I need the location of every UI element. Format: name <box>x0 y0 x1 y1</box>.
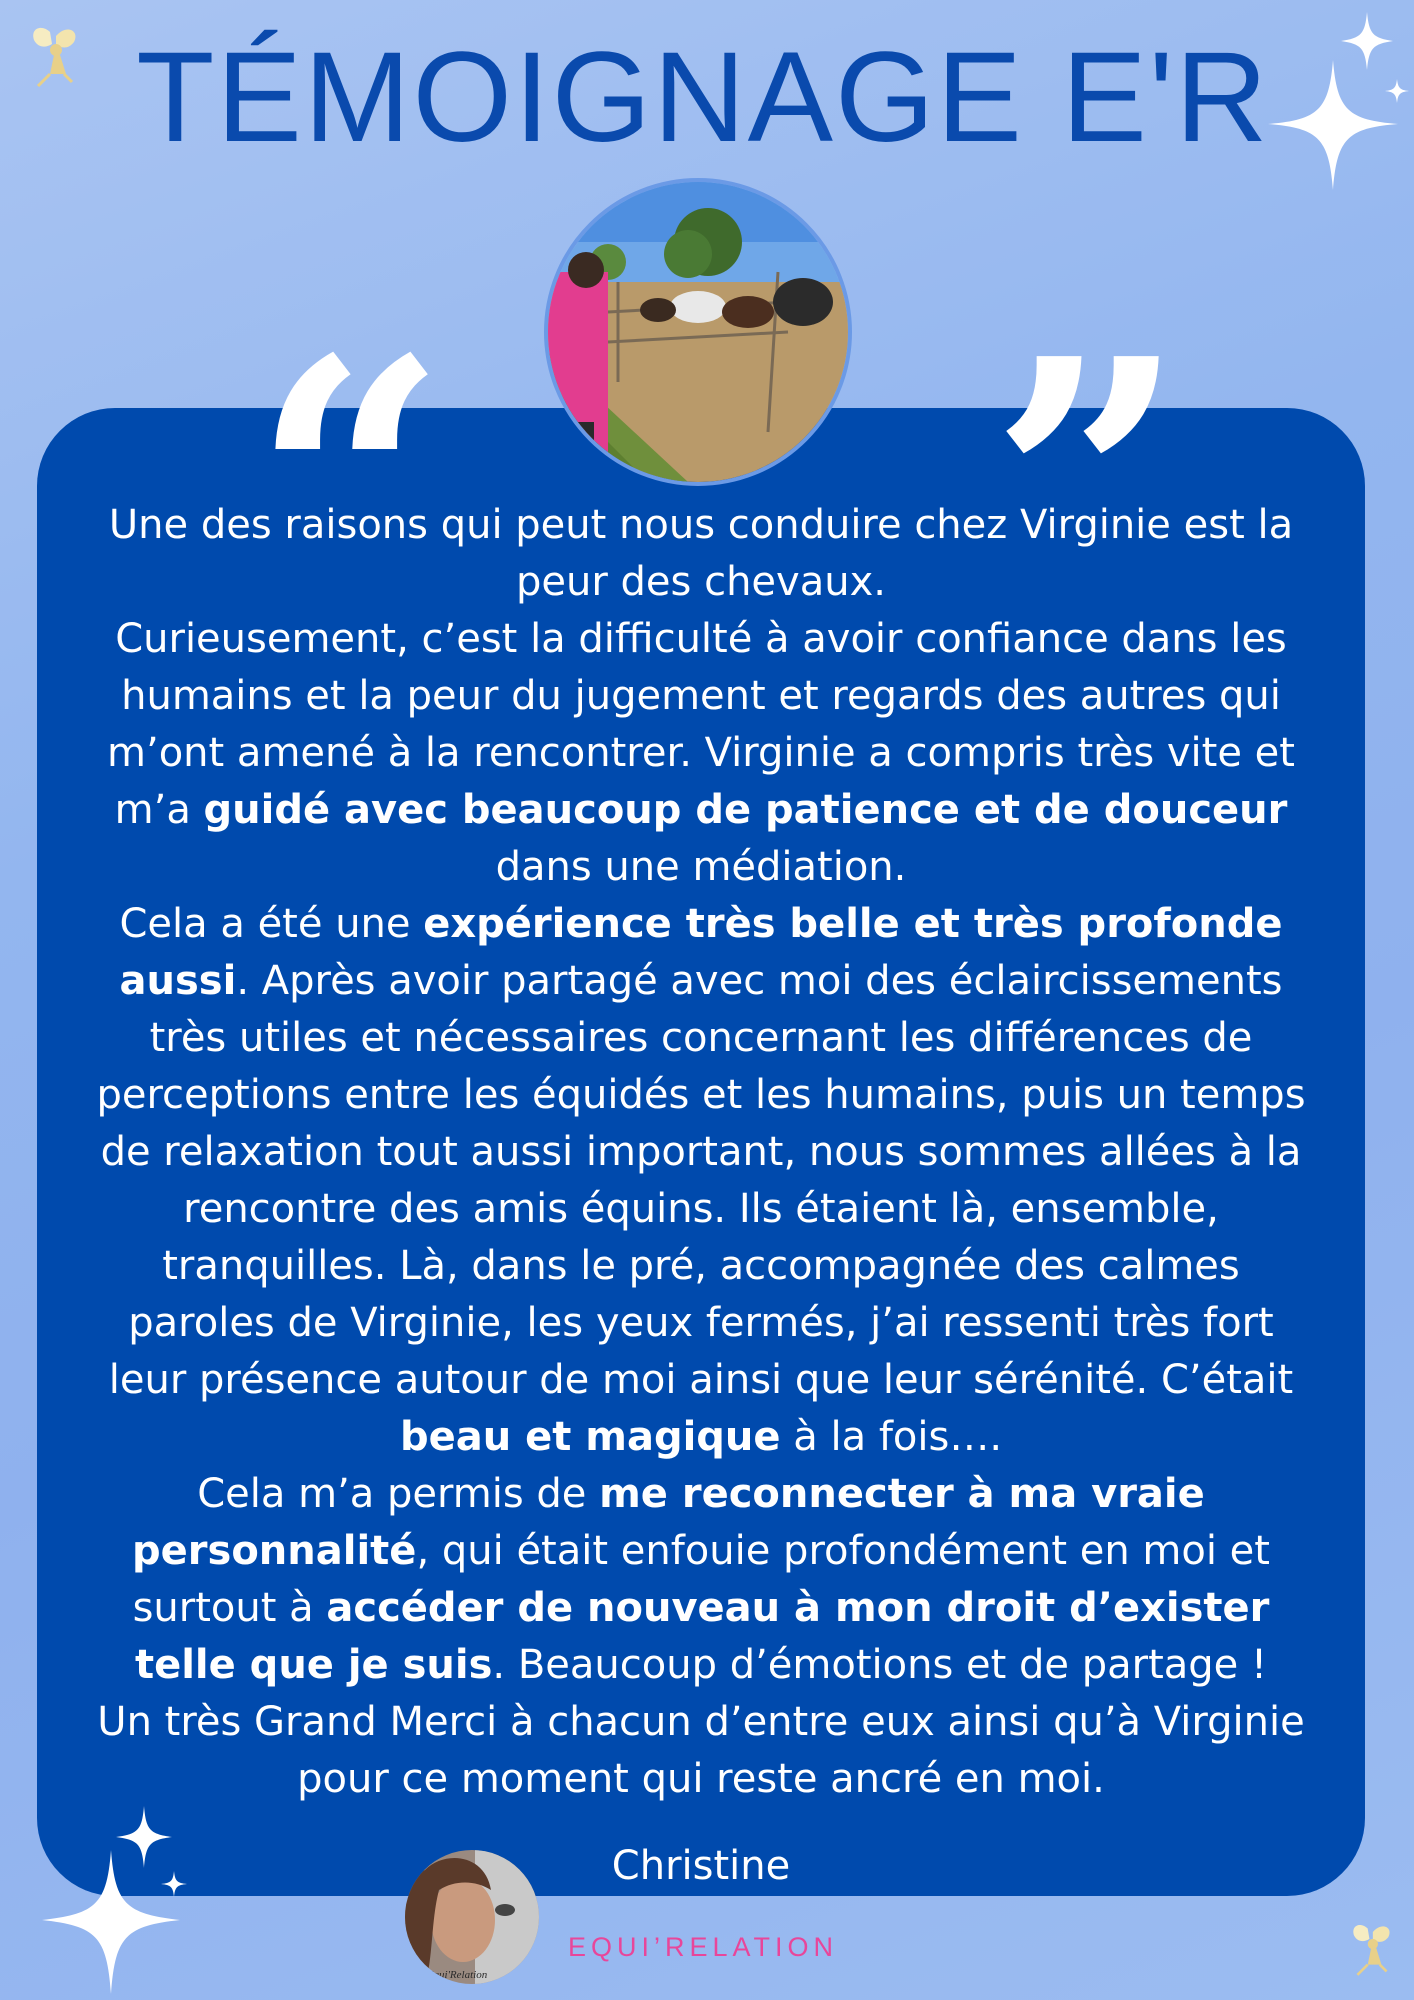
testimonial-photo <box>544 178 852 486</box>
text-segment: à la fois…. <box>780 1414 1003 1460</box>
opening-quote-mark <box>252 316 448 476</box>
fairy-icon <box>1342 1918 1402 1982</box>
sparkle-icon <box>112 1802 176 1872</box>
avatar-caption: Equi'Relation <box>426 1969 488 1981</box>
fairy-icon <box>20 22 90 92</box>
signature-name: Christine <box>611 1843 791 1889</box>
testimonial-paragraph <box>95 896 1307 1466</box>
text-segment: Cela a été une <box>119 901 424 947</box>
text-segment: . Beaucoup d’émotions et de partage ! <box>492 1642 1268 1688</box>
brand-name: EQUI’RELATION <box>568 1932 839 1962</box>
highlighted-text: beau et magique <box>399 1414 781 1460</box>
text-segment: , qui était enfouie profondément en moi et surtout à <box>132 1528 1270 1631</box>
highlighted-text: guidé avec beaucoup de patience et de douceur <box>203 787 1288 833</box>
sparkle-icon <box>1337 8 1397 74</box>
text-segment: dans une médiation. <box>495 844 907 890</box>
text-segment: Un très Grand Merci à chacun d’entre eux ainsi qu’à Virginie pour ce moment qui reste ancré en moi. <box>97 1699 1305 1802</box>
text-segment: . Après avoir partagé avec moi des éclaircissements très utiles et nécessaires concernant les différences de perceptions entre les équidés et les humains, puis un temps de relaxation tout aussi important, nous sommes allées à la rencontre des amis équins. Ils étaient là, ensemble, tranquilles. Là, dans le pré, accompagnée des calmes paroles de Virginie, les yeux fermés, j’ai ressenti très fort leur présence autour de moi ainsi que leur sérénité. C’était <box>96 958 1306 1403</box>
testimonial-paragraph <box>95 611 1307 896</box>
closing-quote-mark <box>990 316 1186 476</box>
page-title: TÉMOIGNAGE E'R <box>136 26 1270 169</box>
highlighted-text: expérience très belle et très profonde aussi <box>119 901 1283 1004</box>
sparkle-icon <box>160 1870 188 1898</box>
text-segment: Cela m’a permis de <box>197 1471 600 1517</box>
testimonial-paragraph <box>95 497 1307 611</box>
text-segment: Curieusement, c’est la difficulté à avoir confiance dans les humains et la peur du jugement et regards des autres qui m’ont amené à la rencontrer. Virginie a compris très vite et m’a <box>107 616 1295 833</box>
avatar <box>405 1850 539 1984</box>
testimonial-paragraph <box>95 1466 1307 1694</box>
text-segment: Une des raisons qui peut nous conduire chez Virginie est la peur des chevaux. <box>108 502 1294 605</box>
highlighted-text: me reconnecter à ma vraie personnalité <box>132 1471 1205 1574</box>
testimonial-paragraph <box>95 1694 1307 1808</box>
testimonial-text <box>95 497 1307 1808</box>
sparkle-icon <box>1384 78 1410 104</box>
highlighted-text: accéder de nouveau à mon droit d’exister telle que je suis <box>134 1585 1270 1688</box>
